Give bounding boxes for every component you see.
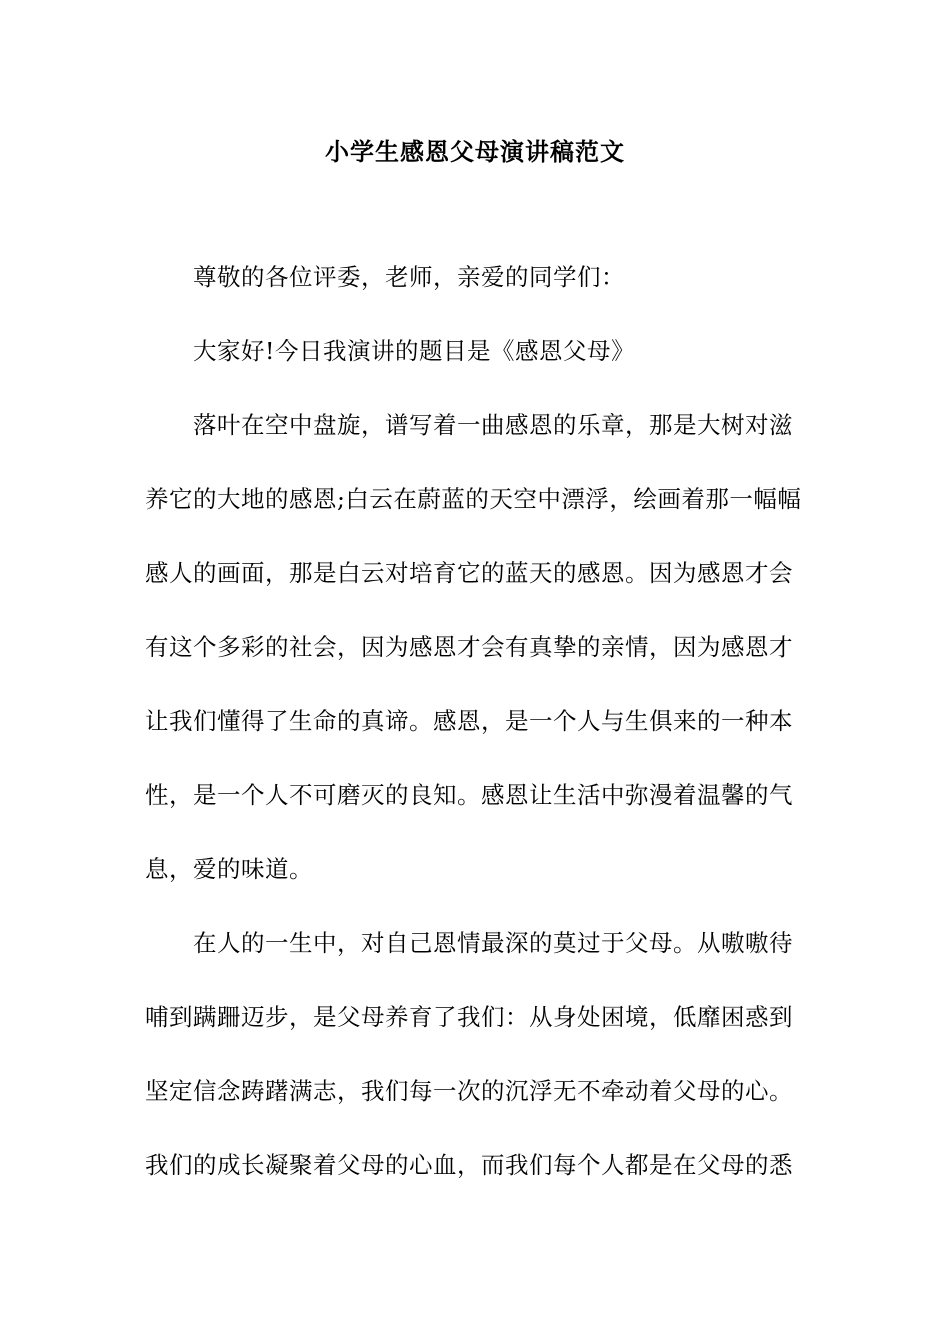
- paragraph-line: 感人的画面，那是白云对培育它的蓝天的感恩。因为感恩才会: [145, 559, 793, 587]
- paragraph-line: 让我们懂得了生命的真谛。感恩，是一个人与生俱来的一种本: [145, 707, 793, 735]
- paragraph-line: 哺到蹒跚迈步，是父母养育了我们：从身处困境，低靡困惑到: [145, 1003, 793, 1031]
- paragraph-line: 坚定信念踌躇满志，我们每一次的沉浮无不牵动着父母的心。: [145, 1077, 793, 1105]
- salutation-line: 尊敬的各位评委，老师，亲爱的同学们：: [193, 263, 625, 291]
- document-body: [145, 255, 807, 1217]
- document-title: 小学生感恩父母演讲稿范文: [325, 137, 625, 166]
- paragraph-line: 养它的大地的感恩;白云在蔚蓝的天空中漂浮，绘画着那一幅幅: [145, 485, 802, 513]
- paragraph-line: 性，是一个人不可磨灭的良知。感恩让生活中弥漫着温馨的气: [145, 781, 793, 809]
- greeting-line: 大家好!今日我演讲的题目是《感恩父母》: [193, 337, 635, 365]
- paragraph-line: 有这个多彩的社会，因为感恩才会有真挚的亲情，因为感恩才: [145, 633, 793, 661]
- paragraph-line: 我们的成长凝聚着父母的心血，而我们每个人都是在父母的悉: [145, 1151, 793, 1179]
- paragraph-line: 在人的一生中，对自己恩情最深的莫过于父母。从嗷嗷待: [193, 929, 793, 957]
- paragraph-line: 落叶在空中盘旋，谱写着一曲感恩的乐章，那是大树对滋: [193, 411, 793, 439]
- paragraph-line: 息，爱的味道。: [145, 855, 313, 883]
